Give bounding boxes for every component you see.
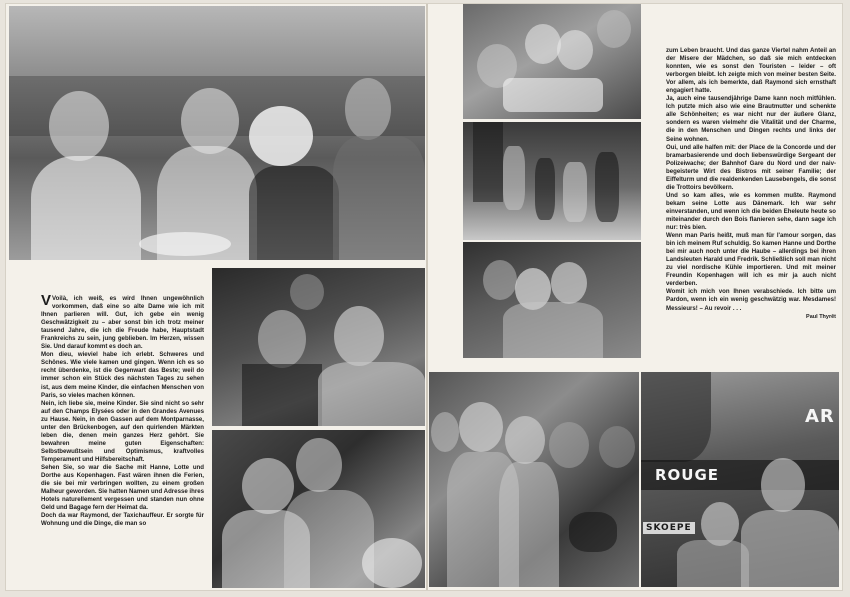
- article-text-right: [666, 47, 836, 357]
- article-paragraph: Doch da war Raymond, der Taxichauffeur. Er sorgte für Wohnung und die Dinge, die man so: [41, 512, 204, 528]
- photo-woman-and-man: [212, 268, 425, 426]
- author-signature: Paul Thyrêt: [806, 313, 836, 320]
- sign-bar: AR: [805, 406, 835, 427]
- article-paragraph: Nein, ich liebe sie, meine Kinder. Sie sind nicht so sehr auf den Champs Elysées oder in den Grandes Avenues zu Hause. Nein, in den Gassen auf dem Montparnasse, unter den Brückenbogen, auf den quirlenden Märkten leben die, denen mein ganzes Herz gehört. Sie bewahren meine guten Eigenschaften: Selbstbewußtsein und Optimismus, kraftvolles Temperament und Hilfsbereitschaft.: [41, 399, 204, 463]
- article-paragraph: Oui, und alle halfen mit: der Place de la Concorde und der bramarbasierende und doch liebenswürdige Sergeant der Polizeiwache; der Bahnhof Gare du Nord und der naiv-begeisterte Wirt des Bistros mit seiner Familie; der Eiffelturm und die realdenkenden Lausebengels, die sonst die Trottoirs bevölkern.: [666, 143, 836, 191]
- photo-group-reading: [463, 4, 641, 119]
- article-paragraph: zum Leben braucht. Und das ganze Viertel nahm Anteil an der Misere der Mädchen, so daß sie mich entdecken konnten, wie es sonst den Touristen – leider – oft verborgen bleibt. Ich zeigte mich von meiner besten Seite. Vor allem, als ich bemerkte, daß Raymond sich ernsthaft engagiert hatte.: [666, 47, 836, 95]
- article-paragraph: V Voilà, ich weiß, es wird Ihnen ungewöhnlich vorkommen, daß eine so alte Dame wie ich mit Ihnen parlieren will. Gut, ich gebe ein wenig Geschwätzigkeit zu – aber sonst bin ich trotz meiner tausend Jahre, die ich die Freude habe, Hauptstadt Frankreichs zu sein, jung geblieben. Im Herzen, wissen Sie. Und darauf kommt es doch an.: [41, 292, 204, 351]
- photo-two-women-laughing: [212, 430, 425, 588]
- article-paragraph: Womit ich mich von Ihnen verabschiede. Ich bitte um Pardon, wenn ich ein wenig geschwätzig war. Mesdames! Messieurs! – Au revoir . . .: [666, 288, 836, 312]
- sign-skoepe: SKOEPE: [643, 522, 695, 534]
- photo-three-women: [463, 242, 641, 358]
- article-paragraph: Mon dieu, wieviel habe ich erlebt. Schweres und Schönes. Wie viele kamen und gingen. Wenn ich es so recht überdenke, ist die Gegenwart das Beste; weil do immer schon ein Stück des nächsten Tages zu sehen ist, aus dem meine Kinder, die einfachen Menschen von Paris, so vieles machen können.: [41, 351, 204, 399]
- article-paragraph: Und so kam alles, wie es kommen mußte. Raymond bekam seine Lotte aus Dänemark. Ich war sehr einverstanden, und wenn ich die beiden Eheleute heute so miteinander durch den Bois flanieren sehe, dann sage ich nur: très bien.: [666, 191, 836, 232]
- article-text-left: [41, 292, 204, 585]
- photo-rooftop-cafe: [9, 6, 425, 260]
- photo-street-scene: [463, 122, 641, 240]
- sign-rouge: ROUGE: [655, 466, 720, 484]
- article-paragraph: Sehen Sie, so war die Sache mit Hanne, Lotte und Dorthe aus Kopenhagen. Fast wären ihnen die Ferien, die sie bei mir verbringen wollten, zu einem großen Malheur geworden. Sie hatten Namen und Adresse ihres Hotels naturellement vergessen und standen nun ohne Geld und Bagage fern der Heimat da.: [41, 463, 204, 512]
- photo-group-telephone: [429, 372, 639, 587]
- page-fold: [426, 4, 428, 590]
- article-paragraph: Wenn man Paris heißt, muß man für l'amour sorgen, das bin ich meinem Ruf schuldig. So kamen Hanne und Dorthe bei mir auch noch unter die Haube – allerdings bei ihren Landsleuten Harald und Fredrik. Schließlich soll man nicht zu viel nordische Kühle importieren. Und mit meiner Freundin Kopenhagen will ich es mir ja auch nicht verderben.: [666, 232, 836, 288]
- article-paragraph: Ja, auch eine tausendjährige Dame kann noch mitfühlen. Ich putzte mich also wie eine Brautmutter und schenkte alle Schönheiten; es war nicht nur der äußere Glanz, sondern es waren vielmehr die Vitalität und der Charme, die in den Menschen und Dingen rechts und links der Seine wohnen.: [666, 95, 836, 143]
- photo-moulin-rouge: [641, 372, 839, 587]
